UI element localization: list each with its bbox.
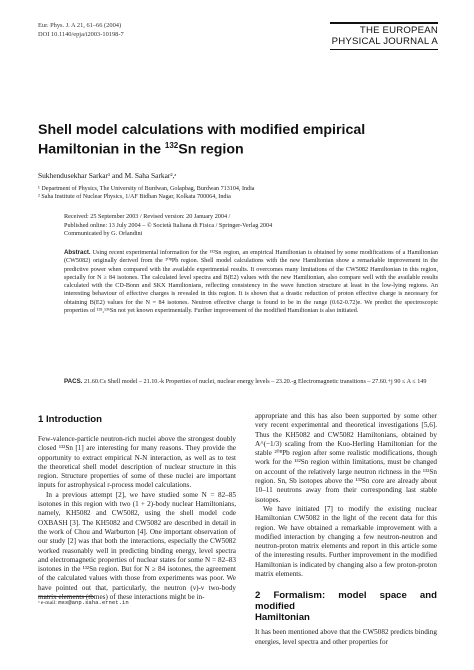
title-part2: Sn region bbox=[178, 141, 244, 158]
affiliations bbox=[38, 185, 254, 202]
pacs-label: PACS. bbox=[64, 378, 83, 385]
paper-title bbox=[38, 122, 436, 158]
section2-heading bbox=[255, 590, 437, 623]
doi-line: DOI 10.1140/epja/i2003-10198-7 bbox=[38, 30, 124, 38]
affiliation-2: ² Saha Institute of Nuclear Physics, 1/AF Bidhan Nagar, Kolkata 700064, India bbox=[38, 194, 231, 201]
published-line: Published online: 13 July 2004 – © Società Italiana di Fisica / Springer-Verlag 2004 bbox=[64, 221, 273, 229]
section1-heading: 1 Introduction bbox=[38, 414, 102, 425]
title-part1: Shell model calculations with modified empirical Hamiltonian in the bbox=[38, 122, 366, 158]
masthead-rule-top bbox=[330, 22, 438, 24]
abstract-text: Using recent experimental information for the ¹³²Sn region, an empirical Hamiltonian is obtained by some modifications of a Hamiltonian (CW5082) originally derived from the ²⁰⁸Pb region. Shell model calculations with the new Hamiltonian show a remarkable improvement in the predictive power when compared with the available experimental results. It overcomes many limitations of the CW5082 Hamiltonian in this region, specially for N ≥ 84 isotones. The calculated level spectra and B(E2) values with the new Hamiltonian, also compare well with the available results calculated with the CD-Bonn and SKX Hamiltonians, reflecting consistency in the wave function structure at least in the low-lying regions. An interesting behaviour of effective charges is revealed in this region. It is shown that a drastic reduction of proton effective charge is necessary for obtaining B(E2) values for the N = 84 isotones. Neutron effective charge is found to be in the range (0.62-0.72)e. We predict the spectroscopic properties of ¹³⁵,¹³⁶Sn not yet known experimentally. Further improvement of the modified Hamiltonian is also initiated. bbox=[64, 250, 438, 315]
journal-name-line1: THE EUROPEAN bbox=[359, 25, 438, 36]
section2-heading-line2: Hamiltonian bbox=[255, 612, 310, 624]
authors: Sukhendusekhar Sarkar¹ and M. Saha Sarkar²,ᵃ bbox=[38, 171, 177, 180]
publication-dates bbox=[64, 213, 272, 239]
title-superscript: 132 bbox=[164, 141, 179, 150]
pacs bbox=[64, 378, 438, 386]
section2-heading-line1: 2 Formalism: model space and modified bbox=[255, 590, 437, 613]
footnote-marker: ᵃ e-mail: bbox=[38, 600, 57, 606]
intro-paragraph-2: In a previous attempt [2], we have studied some N = 82–85 isotones in this region with two (1 + 2)-body nuclear Hamiltonians, namely, KH5082 and CW5082, using the shell model code OXBASH [3]. The KH5082 and CW5082 are described in detail in the work of Chou and Warburton [4]. One important observation of our study [2] was that both the interactions, especially the CW5082 worked reasonably well in predicting binding energy, level spectra and electromagnetic properties of nuclear states for some N = 82–83 isotones in the ¹³²Sn region. But for N ≥ 84 isotones, the agreement of the calculated values with those from experiments was poor. We have pointed out that, particularly, the neutron (ν)-ν two-body matrix elements (tbmes) of these interactions might be in- bbox=[38, 490, 236, 602]
abstract bbox=[64, 249, 438, 315]
footnote-rule bbox=[38, 596, 94, 597]
right-column bbox=[255, 412, 437, 647]
right-paragraph-1: appropriate and this has also been supported by some other very recent experimental and theoretical investigations [5,6]. Thus the KH5082 and CW5082 Hamiltonians, obtained by A^(−1/3) scaling from the Kuo-Herling Hamiltonian for the stable ²⁰⁸Pb region after some realistic modifications, though work for the ¹³²Sn region within limitations, must be changed on account of the relatively large neutron richness in the ¹³²Sn region. Sn, Sb isotopes above the ¹³²Sn core are already about 10–11 neutrons away from their corresponding last stable isotopes. bbox=[255, 412, 437, 504]
right-paragraph-2: We have initiated [7] to modify the existing nuclear Hamiltonian CW5082 in the light of the recent data for this region. We have obtained a remarkable improvement with a modified interaction by changing a few neutron-neutron and neutron-proton matrix elements and report in this article some of the interesting results. Further improvement in the modified Hamiltonian is indicated by changing also a few proton-proton matrix elements. bbox=[255, 504, 437, 579]
left-column bbox=[38, 435, 236, 602]
citation-block bbox=[38, 22, 124, 39]
received-line: Received: 25 September 2003 / Revised version: 20 January 2004 / bbox=[64, 213, 231, 220]
footnote-email[interactable]: mss@anp.saha.ernet.in bbox=[58, 599, 129, 606]
abstract-label: Abstract. bbox=[64, 249, 91, 256]
masthead-rule-bottom bbox=[330, 49, 438, 50]
journal-name-line2: PHYSICAL JOURNAL A bbox=[331, 35, 438, 47]
citation-line: Eur. Phys. J. A 21, 61–66 (2004) bbox=[38, 22, 122, 29]
pacs-text: 21.60.Cs Shell model – 21.10.-k Properties of nuclei, nuclear energy levels – 23.20.-g Electromagnetic transitions – 27.60.+j 90 ≤ A ≤ 149 bbox=[84, 378, 427, 385]
formalism-paragraph: It has been mentioned above that the CW5082 predicts binding energies, level spectra and other properties for bbox=[255, 628, 437, 646]
footnote bbox=[38, 599, 129, 607]
affiliation-1: ¹ Department of Physics, The University of Burdwan, Golapbag, Burdwan 713104, India bbox=[38, 186, 255, 192]
communicated-line: Communicated by G. Orlandini bbox=[64, 230, 143, 237]
journal-masthead bbox=[330, 22, 438, 50]
intro-paragraph-1: Few-valence-particle neutron-rich nuclei above the strongest doubly closed ¹³²Sn [1] are interesting for many reasons. They provide the opportunity to extract empirical N-N interaction, as well as to test the theoretical shell model description of nuclear structure in this region. Structure properties of some of these nuclei are important inputs for astrophysical r-process model calculations. bbox=[38, 435, 236, 490]
